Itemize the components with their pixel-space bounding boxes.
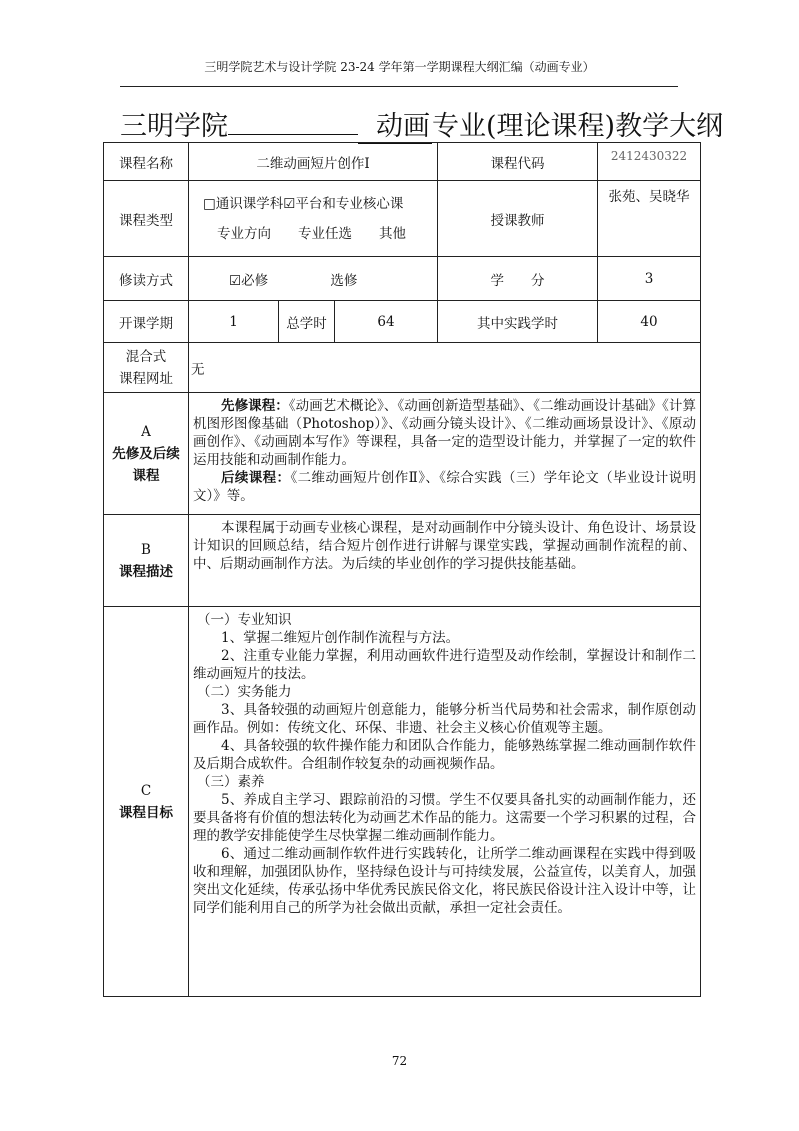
page-number: 72: [391, 1054, 408, 1068]
hybrid-label-line-2: 课程网址: [119, 370, 173, 387]
teacher-label: 授课教师: [438, 181, 598, 257]
section-c-letter: C: [140, 782, 152, 799]
section-a-label: [104, 393, 189, 515]
objective-heading-3: （三）素养: [197, 774, 265, 790]
title-school: 三明学院: [120, 111, 228, 142]
section-a-letter: A: [141, 423, 151, 440]
title-major: 动画: [358, 104, 432, 144]
course-description: 本课程属于动画专业核心课程，是对动画制作中分镜头设计、角色设计、场景设计知识的回顾总结，结合短片创作进行讲解与课堂实践，掌握动画制作流程的前、中、后期动画制作方法。为后续的毕业创作的学习提供技能基础。: [193, 520, 696, 572]
hybrid-value: 无: [189, 343, 701, 393]
section-a-label-line-2: 课程: [132, 467, 160, 484]
section-a-label-line-1: 先修及后续: [112, 445, 180, 462]
prereq-heading: 先修课程：: [221, 398, 289, 414]
row-course-type: [104, 181, 701, 257]
follow-paragraph: [193, 469, 696, 505]
total-hours-value: 64: [335, 301, 438, 343]
study-mode-required: ☑必修: [229, 272, 269, 289]
syllabus-table: [103, 142, 701, 997]
study-mode-value: [189, 257, 438, 301]
course-code-label: 课程代码: [438, 143, 598, 181]
follow-text: 《二维动画短片创作Ⅱ》、《综合实践（三）学年论文（毕业设计说明文）》等。: [193, 470, 696, 504]
semester-value: 1: [189, 301, 279, 343]
row-section-b: [104, 515, 701, 607]
row-semester: [104, 301, 701, 343]
row-hybrid-url: [104, 343, 701, 393]
title-suffix: 专业(理论课程)教学大纲: [432, 111, 724, 142]
title-blank-underline: [228, 112, 358, 135]
teacher-value: 张苑、吴晓华: [598, 181, 701, 257]
prereq-paragraph: [193, 397, 696, 469]
total-hours-label: 总学时: [279, 301, 335, 343]
objective-item-1: 1、掌握二维短片创作制作流程与方法。: [221, 630, 460, 646]
practice-hours-value: 40: [598, 301, 701, 343]
section-b-content: [189, 515, 701, 607]
section-b-letter: B: [141, 541, 151, 558]
section-c-label: [104, 607, 189, 997]
row-study-mode: [104, 257, 701, 301]
course-type-value: [189, 181, 438, 257]
prereq-text: 《动画艺术概论》、《动画创新造型基础》、《二维动画设计基础》《计算机图形图像基础（Photoshop）》、《动画分镜头设计》、《二维动画场景设计》、《原动画创作》、《动画剧本写作》等课程，具备一定的造型设计能力，并掌握了一定的软件运用技能和动画制作能力。: [193, 398, 697, 468]
course-name-value: 二维动画短片创作Ⅰ: [189, 143, 438, 181]
objective-heading-2: （二）实务能力: [197, 684, 292, 700]
course-type-label: 课程类型: [104, 181, 189, 257]
course-code-value: 2412430322: [598, 143, 701, 181]
objective-item-4: 4、具备较强的软件操作能力和团队合作能力，能够熟练掌握二维动画制作软件及后期合成软件。合组制作较复杂的动画视频作品。: [193, 738, 696, 772]
credits-label: 学 分: [438, 257, 598, 301]
course-type-line-1: □通识课学科☑平台和专业核心课: [203, 195, 404, 212]
header-rule: [120, 86, 678, 87]
row-course-name: [104, 143, 701, 181]
hybrid-label: [104, 343, 189, 393]
course-name-label: 课程名称: [104, 143, 189, 181]
hybrid-label-line-1: 混合式: [125, 348, 167, 365]
row-section-c: [104, 607, 701, 997]
row-section-a: [104, 393, 701, 515]
follow-heading: 后续课程：: [221, 470, 291, 486]
credits-value: 3: [598, 257, 701, 301]
objective-heading-1: （一）专业知识: [197, 612, 292, 628]
study-mode-label: 修读方式: [104, 257, 189, 301]
objective-item-6: 6、通过二维动画制作软件进行实践转化，让所学二维动画课程在实践中得到吸收和理解，加强团队协作，坚持绿色设计与可持续发展，公益宣传，以美育人，加强突出文化延续，传承弘扬中华优秀民族民俗文化，将民族民俗设计注入设计中等，让同学们能利用自己的所学为社会做出贡献，承担一定社会责任。: [193, 846, 696, 916]
document-title: [120, 104, 723, 144]
objective-item-3: 3、具备较强的动画短片创意能力，能够分析当代局势和社会需求，制作原创动画作品。例如：传统文化、环保、非遗、社会主义核心价值观等主题。: [193, 702, 696, 736]
course-type-line-2: 专业方向 专业任选 其他: [217, 225, 406, 242]
section-c-label-text: 课程目标: [119, 804, 173, 821]
study-mode-elective: 选修: [330, 272, 358, 289]
practice-hours-label: 其中实践学时: [438, 301, 598, 343]
section-c-content: [189, 607, 701, 997]
page-header: 三明学院艺术与设计学院 23-24 学年第一学期课程大纲汇编（动画专业）: [204, 60, 595, 74]
section-a-content: [189, 393, 701, 515]
objective-item-2: 2、注重专业能力掌握，利用动画软件进行造型及动作绘制，掌握设计和制作二维动画短片的技法。: [193, 648, 696, 682]
semester-label: 开课学期: [104, 301, 189, 343]
section-b-label: [104, 515, 189, 607]
objective-item-5: 5、养成自主学习、跟踪前沿的习惯。学生不仅要具备扎实的动画制作能力，还要具备将有价值的想法转化为动画艺术作品的能力。这需要一个学习积累的过程，合理的教学安排能使学生尽快掌握二维动画制作能力。: [193, 792, 696, 844]
section-b-label-text: 课程描述: [119, 563, 173, 580]
